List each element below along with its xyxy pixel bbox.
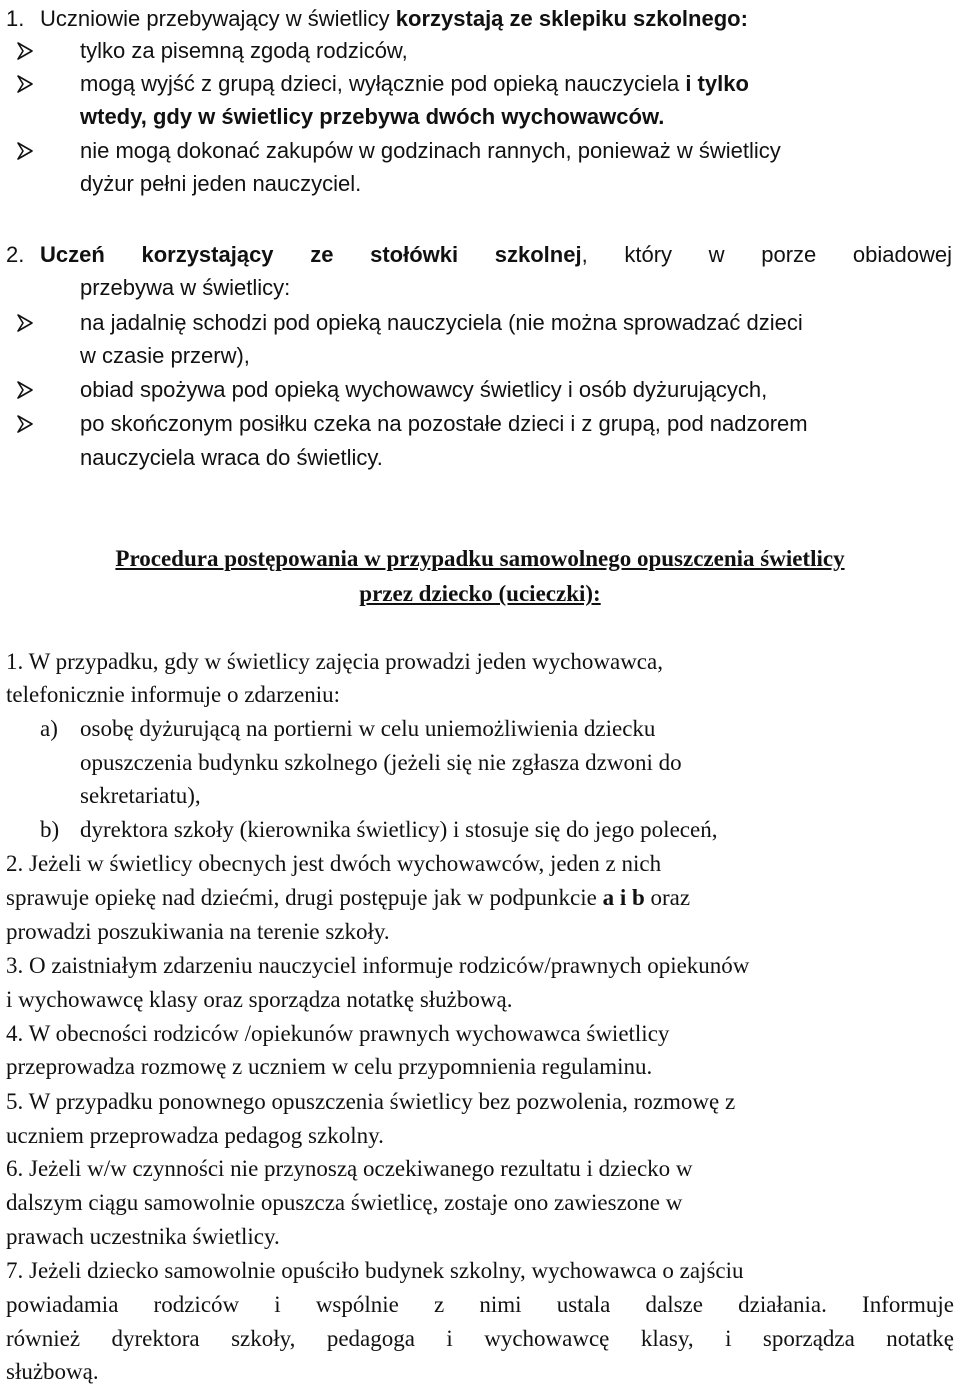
section-2-bullet-3-cont: nauczyciela wraca do świetlicy. (80, 445, 383, 470)
procedure-point-6: 6. Jeżeli w/w czynności nie przynoszą oczekiwanego rezultatu i dziecko w (6, 1156, 693, 1181)
arrow-bullet-icon (16, 373, 36, 406)
procedure-point-2-text-end: oraz (650, 885, 691, 910)
arrow-bullet-icon (16, 34, 36, 67)
procedure-point-1: 1. W przypadku, gdy w świetlicy zajęcia prowadzi jeden wychowawca, (6, 649, 663, 674)
arrow-bullet-icon (16, 407, 36, 440)
section-1-intro (6, 2, 954, 35)
section-1-bullet-1: tylko za pisemną zgodą rodziców, (80, 38, 408, 63)
section-1-number: 1. (6, 6, 25, 31)
section-2-intro-cont: przebywa w świetlicy: (80, 275, 291, 300)
procedure-point-6-cont: dalszym ciągu samowolnie opuszcza świetlicę, zostaje ono zawieszone w (6, 1190, 683, 1215)
procedure-point-2-text: sprawuje opiekę nad dziećmi, drugi postępuje jak w podpunkcie (6, 885, 597, 910)
procedure-point-7: 7. Jeżeli dziecko samowolnie opuściło budynek szkolny, wychowawca o zajściu (6, 1258, 744, 1283)
procedure-point-2-cont (6, 881, 954, 914)
procedure-sub-a-line-2: opuszczenia budynku szkolnego (jeżeli się nie zgłasza dzwoni do (80, 750, 682, 775)
section-1-intro-text: Uczniowie przebywający w świetlicy (40, 6, 390, 31)
procedure-point-7-cont-3: służbową. (6, 1359, 99, 1384)
procedure-point-3-cont: i wychowawcę klasy oraz sporządza notatkę służbową. (6, 987, 513, 1012)
procedure-sub-a-line-1: osobę dyżurującą na portierni w celu uniemożliwienia dziecku (80, 716, 656, 741)
procedure-point-2: 2. Jeżeli w świetlicy obecnych jest dwóch wychowawców, jeden z nich (6, 851, 662, 876)
procedure-point-5-cont: uczniem przeprowadza pedagog szkolny. (6, 1123, 384, 1148)
procedure-heading-line-1: Procedura postępowania w przypadku samowolnego opuszczenia świetlicy (115, 546, 845, 571)
procedure-point-7-cont-2: również dyrektora szkoły, pedagoga i wychowawcę klasy, i sporządza notatkę (6, 1326, 954, 1351)
procedure-point-1-cont: telefonicznie informuje o zdarzeniu: (6, 682, 340, 707)
section-1-bullet-2-text: mogą wyjść z grupą dzieci, wyłącznie pod opieką nauczyciela (80, 71, 680, 96)
procedure-point-3: 3. O zaistniałym zdarzeniu nauczyciel informuje rodziców/prawnych opiekunów (6, 953, 750, 978)
section-2-bullet-1-cont: w czasie przerw), (80, 343, 250, 368)
section-2-intro-bold: Uczeń korzystający ze stołówki szkolnej (40, 242, 582, 267)
procedure-point-4: 4. W obecności rodziców /opiekunów prawnych wychowawca świetlicy (6, 1021, 670, 1046)
section-1-bullet-2-cont: wtedy, gdy w świetlicy przebywa dwóch wychowawców. (80, 104, 665, 129)
procedure-point-2-cont-2: prowadzi poszukiwania na terenie szkoły. (6, 919, 390, 944)
arrow-bullet-icon (16, 67, 36, 100)
section-2-bullet-2: obiad spożywa pod opieką wychowawcy świetlicy i osób dyżurujących, (80, 377, 768, 402)
section-1-intro-bold: korzystają ze sklepiku szkolnego: (395, 6, 748, 31)
section-2-bullet-1: na jadalnię schodzi pod opieką nauczyciela (nie można sprowadzać dzieci (80, 310, 803, 335)
procedure-point-2-bold: a i b (602, 885, 645, 910)
section-2-intro (6, 238, 952, 271)
procedure-sub-b-line-1: dyrektora szkoły (kierownika świetlicy) i stosuje się do jego poleceń, (80, 817, 718, 842)
section-2-intro-text: , który w porze obiadowej (581, 242, 952, 267)
section-1-bullet-3: nie mogą dokonać zakupów w godzinach rannych, ponieważ w świetlicy (80, 138, 781, 163)
procedure-sub-a-label: a) (40, 716, 58, 741)
section-2-bullet-3: po skończonym posiłku czeka na pozostałe dzieci i z grupą, pod nadzorem (80, 411, 808, 436)
procedure-sub-b-label: b) (40, 817, 60, 842)
procedure-point-4-cont: przeprowadza rozmowę z uczniem w celu przypomnienia regulaminu. (6, 1054, 653, 1079)
section-1-bullet-3-cont: dyżur pełni jeden nauczyciel. (80, 171, 362, 196)
procedure-point-7-cont: powiadamia rodziców i wspólnie z nimi ustala dalsze działania. Informuje (6, 1292, 954, 1317)
procedure-sub-a-line-3: sekretariatu), (80, 783, 201, 808)
procedure-point-6-cont-2: prawach uczestnika świetlicy. (6, 1224, 280, 1249)
section-1-bullet-2 (80, 67, 954, 100)
arrow-bullet-icon (16, 134, 36, 167)
procedure-heading-line-2: przez dziecko (ucieczki): (359, 581, 601, 606)
section-1-bullet-2-bold: i tylko (685, 71, 749, 96)
procedure-point-5: 5. W przypadku ponownego opuszczenia świetlicy bez pozwolenia, rozmowę z (6, 1089, 736, 1114)
section-2-number: 2. (6, 242, 25, 267)
arrow-bullet-icon (16, 306, 36, 339)
